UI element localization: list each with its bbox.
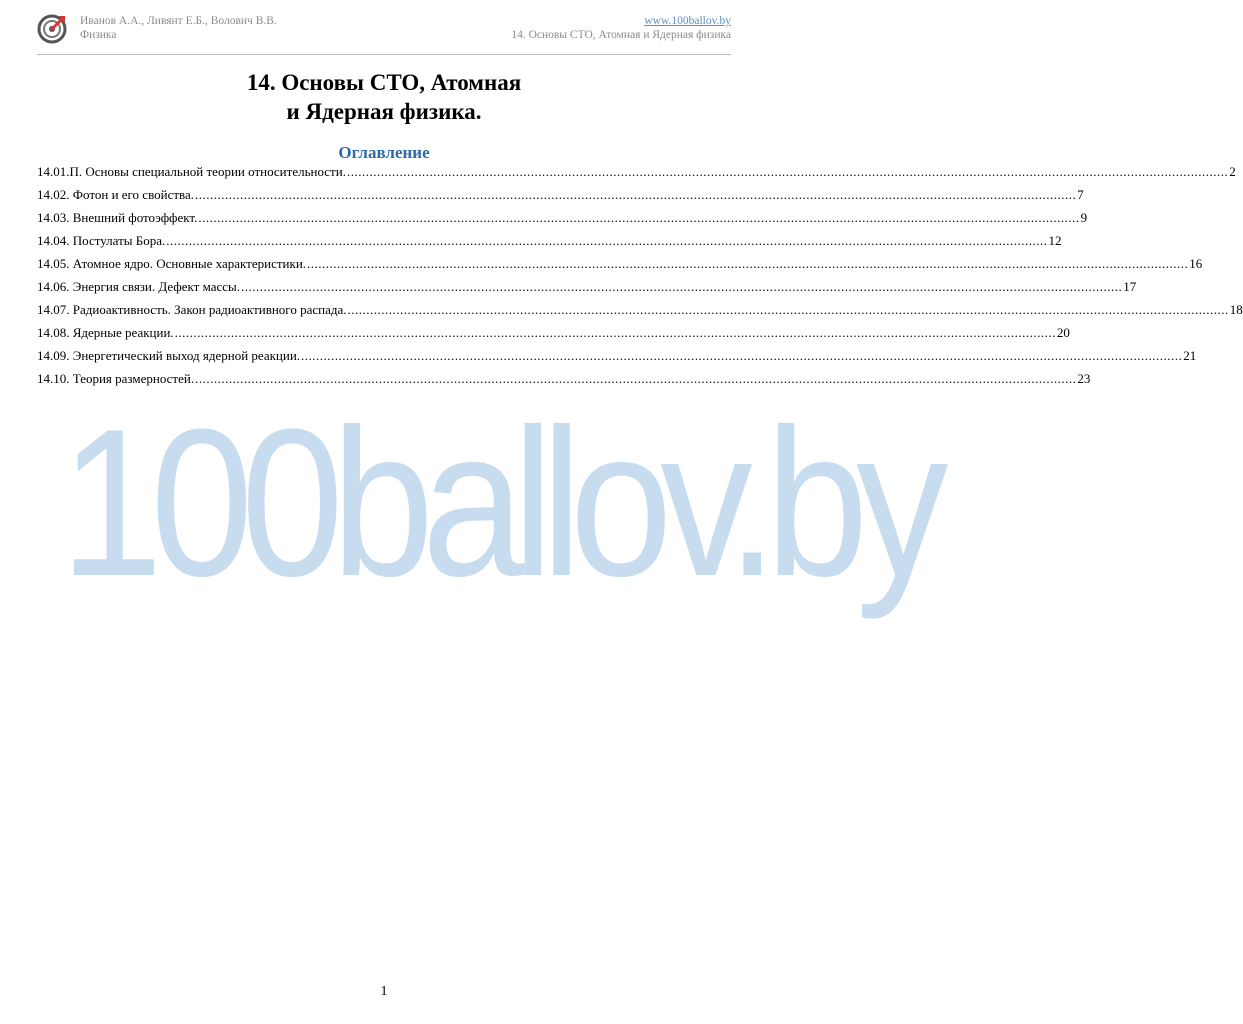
toc-dot-leader (307, 255, 1188, 273)
toc-entry-label: 14.01.П. Основы специальной теории относительности. (37, 164, 346, 179)
toc-entry-page: 18 (1229, 302, 1243, 317)
toc-entry[interactable] (37, 232, 1062, 255)
toc-entry[interactable] (37, 255, 1203, 278)
page-title (0, 68, 768, 126)
toc-entry-label: 14.09. Энергетический выход ядерной реакции. (37, 348, 301, 363)
toc-entry[interactable] (37, 186, 1084, 209)
toc-entry-page: 21 (1183, 348, 1197, 363)
header-left (80, 14, 277, 42)
toc-entry-label: 14.03. Внешний фотоэффект. (37, 210, 198, 225)
toc-entry-page: 23 (1077, 371, 1091, 386)
toc-dot-leader (301, 347, 1182, 365)
toc-entry-page: 17 (1123, 279, 1137, 294)
title-line-1: 14. Основы СТО, Атомная (246, 70, 522, 95)
toc-dot-leader (241, 278, 1122, 296)
toc-dot-leader (175, 324, 1056, 342)
header-right (511, 14, 731, 42)
toc-entry-label: 14.04. Постулаты Бора. (37, 233, 166, 248)
toc-entry-label: 14.10. Теория размерностей. (37, 371, 195, 386)
toc-entry-label: 14.05. Атомное ядро. Основные характеристики. (37, 256, 307, 271)
table-of-contents (37, 163, 1243, 393)
title-line-2: и Ядерная физика. (286, 99, 482, 124)
toc-entry-page: 16 (1189, 256, 1203, 271)
toc-entry-label: 14.06. Энергия связи. Дефект массы. (37, 279, 241, 294)
toc-entry-page: 20 (1056, 325, 1070, 340)
header-chapter: 14. Основы СТО, Атомная и Ядерная физика (511, 29, 731, 41)
toc-entry-label: 14.02. Фотон и его свойства. (37, 187, 195, 202)
toc-entry-page: 2 (1229, 164, 1236, 179)
toc-entry-label: 14.07. Радиоактивность. Закон радиоактивного распада. (37, 302, 347, 317)
page-header (37, 12, 731, 55)
toc-dot-leader (166, 232, 1047, 250)
toc-entry-label: 14.08. Ядерные реакции. (37, 325, 174, 340)
header-authors: Иванов А.А., Ливянт Е.Б., Волович В.В. (80, 15, 277, 27)
header-subject: Физика (80, 29, 117, 41)
toc-dot-leader (198, 209, 1079, 227)
site-link[interactable]: www.100ballov.by (644, 15, 731, 27)
toc-dot-leader (347, 163, 1228, 181)
toc-heading: Оглавление (338, 143, 430, 162)
page-number: 1 (380, 984, 388, 999)
target-logo-icon (37, 14, 67, 44)
toc-entry-page: 9 (1080, 210, 1088, 225)
toc-entry[interactable] (37, 278, 1137, 301)
toc-entry[interactable] (37, 347, 1197, 370)
toc-entry[interactable] (37, 324, 1070, 347)
toc-dot-leader (195, 186, 1076, 204)
toc-entry-page: 7 (1077, 187, 1084, 202)
toc-entry-page: 12 (1048, 233, 1062, 248)
toc-entry[interactable] (37, 209, 1088, 232)
toc-entry[interactable] (37, 301, 1243, 324)
toc-entry[interactable] (37, 163, 1236, 186)
toc-dot-leader (347, 301, 1228, 319)
watermark: 100ballov.by (60, 385, 937, 620)
